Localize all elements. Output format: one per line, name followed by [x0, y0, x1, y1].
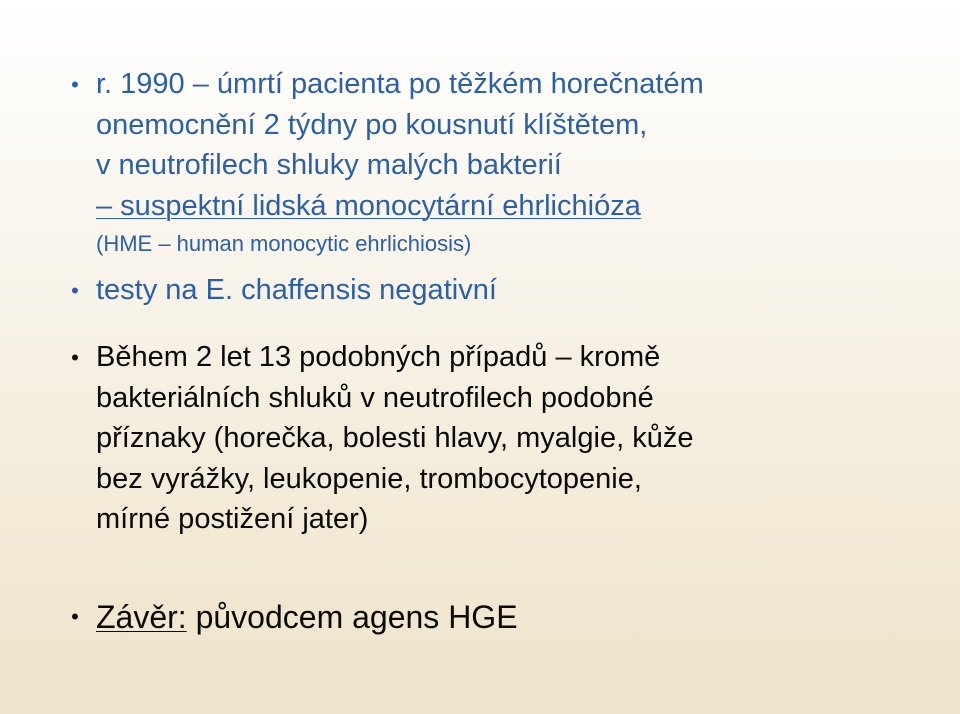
text-line-underlined: – suspektní lidská monocytární ehrlichióza [96, 189, 641, 222]
text-line: Během 2 let 13 podobných případů – kromě [96, 341, 661, 373]
bullet-marker: • [71, 72, 79, 97]
text-line: testy na E. chaffensis negativní [96, 274, 497, 306]
bullet-item-conclusion [60, 596, 920, 638]
bullet-item-similar-cases [60, 337, 920, 540]
text-line: příznaky (horečka, bolesti hlavy, myalgie, kůže [96, 422, 694, 454]
bullet-item-1990-case [60, 64, 920, 262]
bullet-text [96, 596, 920, 638]
bullet-marker: • [71, 278, 79, 303]
text-line: r. 1990 – úmrtí pacienta po těžkém horečnatém [96, 68, 704, 100]
text-line: bakteriálních shluků v neutrofilech podobné [96, 381, 654, 414]
conclusion-label: Závěr: [96, 599, 187, 635]
text-line [96, 596, 920, 638]
text-line-abbreviation: (HME – human monocytic ehrlichiosis) [96, 231, 472, 256]
bullet-text [96, 64, 920, 262]
bullet-text [96, 270, 920, 310]
conclusion-text: původcem agens HGE [186, 599, 518, 635]
text-line: onemocnění 2 týdny po kousnutí klíštětem, [96, 108, 648, 141]
bullet-item-tests [60, 270, 920, 310]
text-line: mírné postižení jater) [96, 503, 369, 535]
bullet-text [96, 337, 920, 540]
bullet-marker: • [71, 604, 79, 629]
text-line: bez vyrážky, leukopenie, trombocytopenie, [96, 462, 642, 495]
text-line: v neutrofilech shluky malých bakterií [96, 149, 562, 181]
bullet-marker: • [71, 345, 79, 370]
